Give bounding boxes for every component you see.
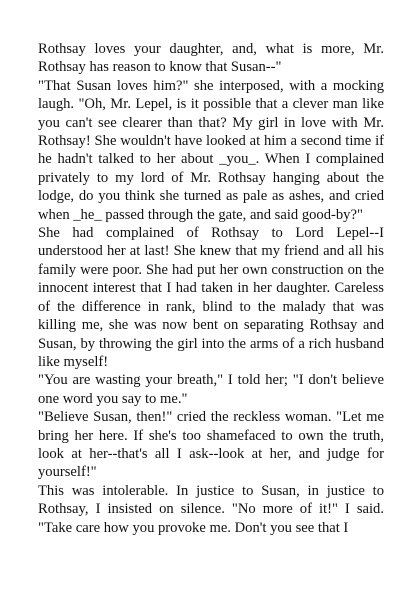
paragraph: She had complained of Rothsay to Lord Lepel--I understood her at last! She knew that my friend and all his family were poor. She had put her own construction on the innocent interest that I had taken in her daughter. Careless of the difference in rank, blind to the malady that was killing me, she was now bent on separating Rothsay and Susan, by throwing the girl into the arms of a rich husband like myself! <box>38 225 384 370</box>
paragraph: Rothsay loves your daughter, and, what is more, Mr. Rothsay has reason to know that Susan--" <box>38 41 384 76</box>
paragraph: This was intolerable. In justice to Susan, in justice to Rothsay, I insisted on silence. "No more of it!" I said. "Take care how you provoke me. Don't you see that I <box>38 482 384 536</box>
paragraph: "That Susan loves him?" she interposed, with a mocking laugh. "Oh, Mr. Lepel, is it possible that a clever man like you can't see clearer than that? My girl in love with Mr. Rothsay! She wouldn't have looked at him a second time if he hadn't talked to her about _you_. When I complained privately to my lord of Mr. Rothsay hanging about the lodge, do you think she turned as pale as ashes, and cried when _he_ passed through the gate, and said good-by?" <box>38 77 384 223</box>
paragraph: "You are wasting your breath," I told her; "I don't believe one word you say to me." <box>38 372 384 407</box>
paragraph: "Believe Susan, then!" cried the reckless woman. "Let me bring her here. If she's too shamefaced to own the truth, look at her--that's all I ask--look at her, and judge for yourself!" <box>38 409 384 481</box>
document-page <box>38 40 384 537</box>
